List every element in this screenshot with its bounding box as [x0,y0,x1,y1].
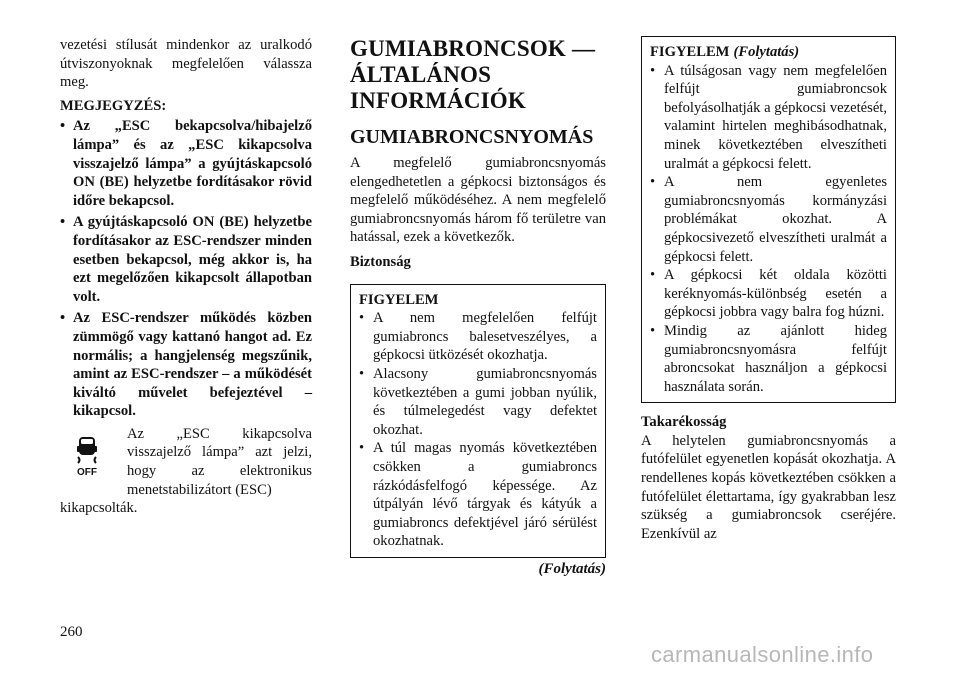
economy-paragraph: A helytelen gumiabroncsnyomás a futófelület egyenetlen kopását okozhatja. A rendellenes kopás következtében csökken a futófelület élettartama, így gyakrabban lesz szükség a gumiabroncsok cseréjére. Ezenkívül az [641,432,896,542]
esc-off-warning-light-icon [70,433,104,477]
warning-item: • Mindig az ajánlott hideg gumiabroncsnyomásra felfújt abroncsokat használjon a gépkocsi használata során. [650,322,887,396]
note-heading: MEGJEGYZÉS: [60,97,167,114]
note-list [60,117,312,421]
warning-item: • A nem megfelelően felfújt gumiabroncs balesetveszélyes, a gépkocsi ütközését okozhatja. [359,309,597,365]
warning-title [650,43,887,62]
esc-off-description [60,425,312,499]
middle-column [350,36,606,578]
safety-heading: Biztonság [350,253,411,270]
warning-list [359,309,597,551]
page-number: 260 [60,624,83,640]
warning-item: • Alacsony gumiabroncsnyomás következtében a gumi jobban nyúlik, és túlmelegedést vagy defektet okozhat. [359,365,597,439]
left-column [60,36,312,518]
esc-off-text: Az „ESC kikapcsolva visszajelző lámpa” azt jelzi, hogy az elektronikus menetstabilizátort (ESC) [127,425,312,498]
right-column [641,36,896,543]
tire-pressure-paragraph: A megfelelő gumiabroncsnyomás elengedhetetlen a gépkocsi biztonságos és megfelelő működéséhez. A nem megfelelő gumiabroncsnyomás három fő területre van hatással, ezek a következők. [350,155,606,246]
section-title: GUMIABRONCSOK — ÁLTALÁNOS INFORMÁCIÓK [350,36,596,113]
note-item: • A gyújtáskapcsoló ON (BE) helyzetbe fordításakor az ESC-rendszer minden esetben bekapcsol, még akkor is, ha ezt megelőzően kikapcsolt állapotban volt. [60,213,312,306]
intro-paragraph: vezetési stílusát mindenkor az uralkodó útviszonyoknak megfelelően válassza meg. [60,37,312,91]
watermark: carmanualsonline.info [651,642,874,667]
warning-title: FIGYELEM [359,291,439,308]
continued-label: (Folytatás) [538,560,606,577]
warning-item: • A nem egyenletes gumiabroncsnyomás kormányzási problémákat okozhat. A gépkocsivezető elveszítheti uralmát a gépkocsi felett. [650,173,887,266]
note-item: • Az ESC-rendszer működés közben zümmögő vagy kattanó hangot ad. Ez normális; a hangjelenség megszűnik, amint az ESC-rendszer – a működését kiváltó művelet befejeztével – kikapcsol. [60,309,312,421]
warning-list [650,62,887,397]
warning-item: • A túlságosan vagy nem megfelelően felfújt gumiabroncsok befolyásolhatják a gépkocsi vezetését, valamint hirtelen meghibásodhatnak, minek következtében elveszítheti uralmát a gépkocsi felett. [650,62,887,174]
warning-title-continued: (Folytatás) [733,44,800,60]
warning-item: • A gépkocsi két oldala közötti keréknyomás-különbség esetén a gépkocsi jobbra vagy balra fog húzni. [650,266,887,322]
warning-title-text: FIGYELEM [650,44,730,60]
warning-box [350,284,606,558]
esc-icon-label: OFF [77,466,97,477]
esc-off-text-tail: kikapcsolták. [60,500,138,517]
economy-heading: Takarékosság [641,414,727,431]
subsection-title: GUMIABRONCSNYOMÁS [350,126,594,148]
warning-item: • A túl magas nyomás következtében csökken a gumiabroncs rázkódásfelfogó képessége. Az útpályán lévő tárgyak és kátyúk a gumiabroncs defektjével járó sérülést okozhatnak. [359,439,597,551]
note-item: • Az „ESC bekapcsolva/hibajelző lámpa” és az „ESC kikapcsolva visszajelző lámpa” a gyújtáskapcsoló ON (BE) helyzetbe fordításakor rövid időre bekapcsol. [60,117,312,210]
warning-box-continued [641,36,896,403]
